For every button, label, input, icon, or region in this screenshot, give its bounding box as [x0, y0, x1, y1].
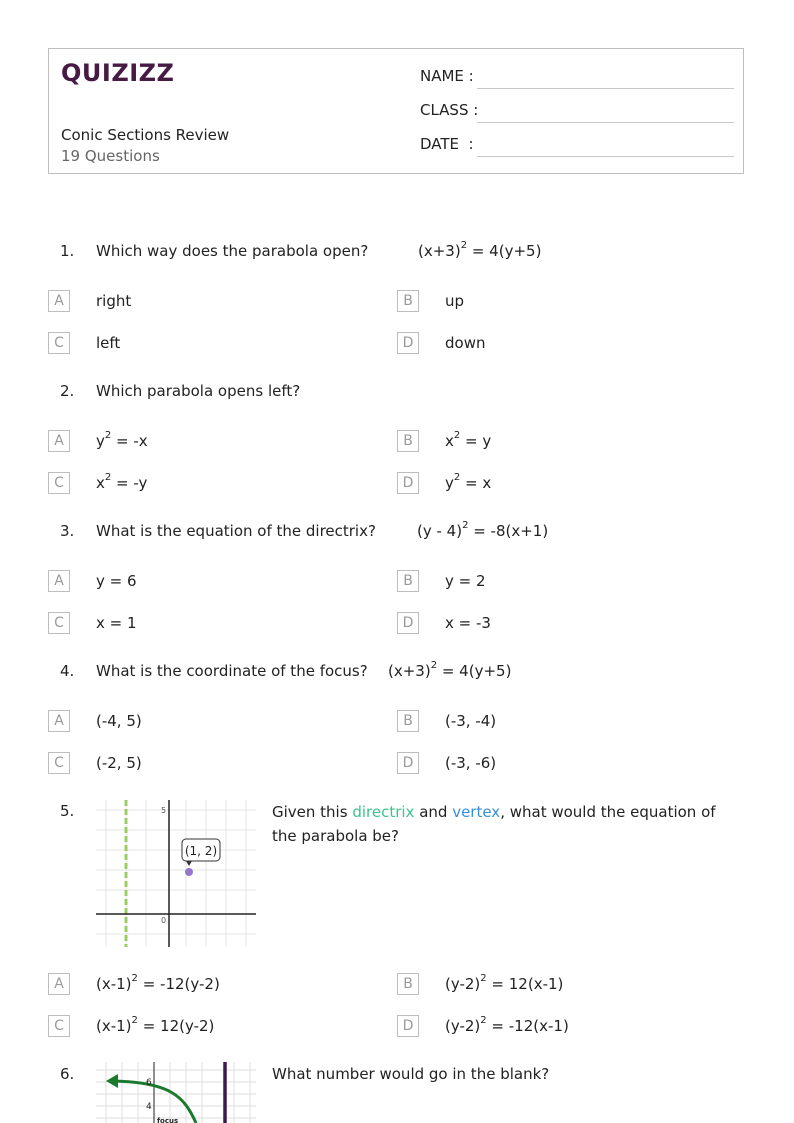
- question-number: 4.: [60, 662, 75, 680]
- focus-label: focus: [157, 1117, 179, 1123]
- option-text[interactable]: (-3, -4): [445, 712, 497, 730]
- option-text[interactable]: y = 6: [96, 572, 137, 590]
- option-letter-box[interactable]: A: [48, 710, 70, 732]
- worksheet-header: [48, 48, 744, 174]
- option-text[interactable]: x = 1: [96, 614, 137, 632]
- option-letter-box[interactable]: B: [397, 290, 419, 312]
- option-text[interactable]: $(y-2)^2 = 12(x-1)$: [445, 973, 564, 993]
- callout-pointer: [186, 861, 192, 866]
- option-letter-box[interactable]: D: [397, 472, 419, 494]
- question-equation: $(x+3)^2 = 4(y+5)$: [418, 240, 542, 260]
- tick-label: 0: [161, 916, 167, 925]
- option-text[interactable]: $(x-1)^2 = 12(y-2)$: [96, 1015, 215, 1035]
- option-letter-box[interactable]: B: [397, 570, 419, 592]
- question-text: What number would go in the blank?: [272, 1065, 550, 1083]
- question-text: Which parabola opens left?: [96, 382, 301, 400]
- option-text[interactable]: up: [445, 292, 465, 310]
- option-letter-box[interactable]: D: [397, 612, 419, 634]
- date-label: DATE :: [420, 135, 474, 153]
- option-text[interactable]: $(x-1)^2 = -12(y-2)$: [96, 973, 220, 993]
- option-letter-box[interactable]: D: [397, 752, 419, 774]
- option-text[interactable]: $y^2 = -x$: [96, 430, 148, 450]
- option-text[interactable]: (-2, 5): [96, 754, 142, 772]
- question-number: 2.: [60, 382, 75, 400]
- option-letter-box[interactable]: A: [48, 973, 70, 995]
- option-letter-box[interactable]: D: [397, 1015, 419, 1037]
- option-text[interactable]: y = 2: [445, 572, 486, 590]
- option-text[interactable]: (-4, 5): [96, 712, 142, 730]
- directrix-highlight: directrix: [352, 803, 415, 821]
- tick-label: 5: [161, 806, 167, 815]
- vertex-point: [185, 868, 193, 876]
- question-number: 1.: [60, 242, 75, 260]
- option-letter-box[interactable]: A: [48, 570, 70, 592]
- question-number: 6.: [60, 1065, 75, 1083]
- worksheet-title: Conic Sections Review: [61, 126, 230, 144]
- date-field[interactable]: [420, 135, 734, 159]
- name-line[interactable]: [477, 88, 734, 89]
- tick-label: 4: [146, 1102, 152, 1112]
- class-label: CLASS :: [420, 101, 479, 119]
- option-letter-box[interactable]: C: [48, 612, 70, 634]
- option-text[interactable]: $y^2 = x$: [445, 472, 492, 492]
- class-field[interactable]: [420, 101, 734, 125]
- option-text[interactable]: (-3, -6): [445, 754, 497, 772]
- question-number: 5.: [60, 802, 75, 820]
- quizizz-logo: QUIZIZZ: [61, 59, 175, 87]
- option-text[interactable]: $x^2 = y$: [445, 430, 492, 450]
- option-text[interactable]: left: [96, 334, 121, 352]
- question-equation: (y - 4)$^2$ = -8(x+1): [417, 520, 549, 540]
- question-text-part: Given this: [272, 803, 353, 821]
- point-label: (1, 2): [184, 844, 218, 858]
- parabola-graph: [96, 1062, 256, 1123]
- question-text: [272, 800, 732, 848]
- grid-lines: [96, 1062, 256, 1123]
- question-text: What is the coordinate of the focus?: [96, 662, 368, 680]
- option-letter-box[interactable]: B: [397, 973, 419, 995]
- question-text-part: , what would the equation of the parabola be?: [272, 803, 716, 845]
- option-letter-box[interactable]: A: [48, 290, 70, 312]
- question-text: Which way does the parabola open?: [96, 242, 369, 260]
- curve-arrowhead: [106, 1074, 118, 1088]
- name-field[interactable]: [420, 67, 734, 91]
- directrix-vertex-graph: [96, 800, 256, 947]
- option-letter-box[interactable]: C: [48, 752, 70, 774]
- option-text[interactable]: $(y-2)^2 = -12(x-1)$: [445, 1015, 569, 1035]
- option-letter-box[interactable]: C: [48, 1015, 70, 1037]
- class-line[interactable]: [477, 122, 734, 123]
- question-count: 19 Questions: [61, 147, 160, 165]
- question-text: What is the equation of the directrix?: [96, 522, 376, 540]
- option-letter-box[interactable]: B: [397, 710, 419, 732]
- option-letter-box[interactable]: B: [397, 430, 419, 452]
- date-line[interactable]: [477, 156, 734, 157]
- name-label: NAME :: [420, 67, 474, 85]
- question-number: 3.: [60, 522, 75, 540]
- option-letter-box[interactable]: C: [48, 472, 70, 494]
- option-letter-box[interactable]: A: [48, 430, 70, 452]
- option-letter-box[interactable]: C: [48, 332, 70, 354]
- option-letter-box[interactable]: D: [397, 332, 419, 354]
- option-text[interactable]: down: [445, 334, 486, 352]
- question-text-part: and: [414, 803, 453, 821]
- vertex-highlight: vertex: [452, 803, 501, 821]
- option-text[interactable]: $x^2 = -y$: [96, 472, 148, 492]
- grid-lines: [96, 800, 256, 947]
- tick-label: 6: [146, 1078, 152, 1088]
- option-text[interactable]: x = -3: [445, 614, 491, 632]
- option-text[interactable]: right: [96, 292, 132, 310]
- question-equation: $(x+3)^2 = 4(y+5)$: [388, 660, 512, 680]
